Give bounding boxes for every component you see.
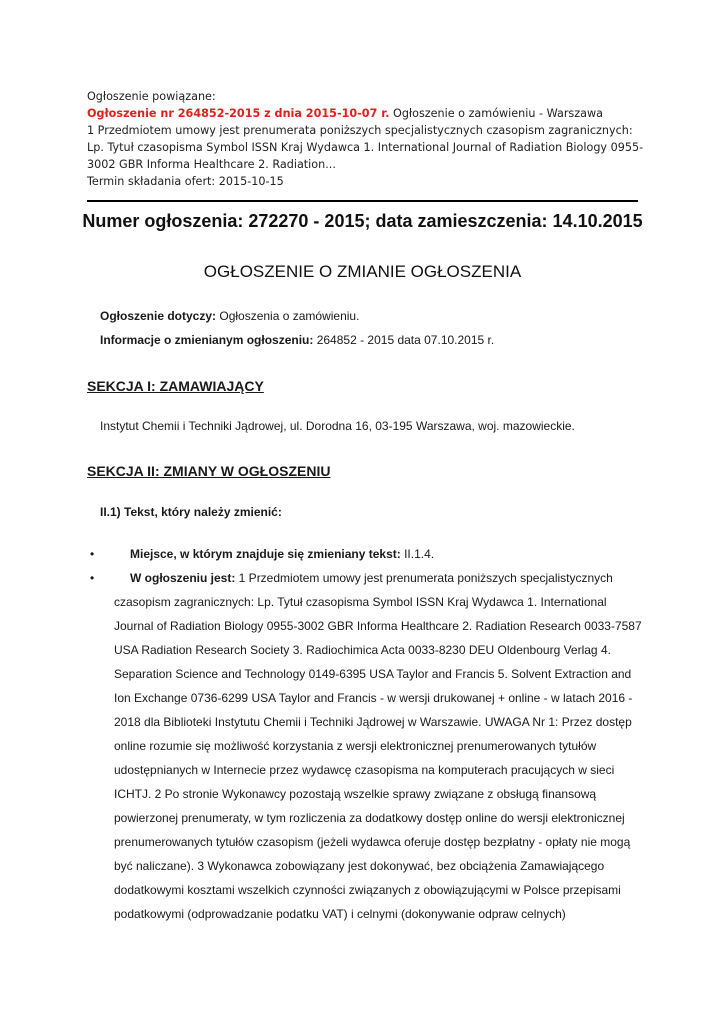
page-subtitle: OGŁOSZENIE O ZMIANIE OGŁOSZENIA [203, 262, 522, 281]
section-2-subheading: II.1) Tekst, który należy zmienić: [100, 505, 282, 519]
bullet-1-symbol: • [90, 547, 95, 561]
changed-notice-label: Informacje o zmienianym ogłoszeniu: [100, 333, 314, 347]
related-notice-line [87, 105, 647, 122]
bullet-1-value: II.1.4. [400, 547, 435, 561]
bullet-1 [114, 542, 644, 566]
changed-notice-value: 264852 - 2015 data 07.10.2015 r. [313, 333, 495, 347]
related-label: Ogłoszenie powiązane: [87, 90, 216, 103]
related-notice-tail: Ogłoszenie o zamówieniu - Warszawa [389, 107, 603, 120]
bullet-2-value: 1 Przedmiotem umowy jest prenumerata poniższych specjalistycznych czasopism zagranicznych: Lp. Tytuł czasopisma Symbol ISSN Kraj Wydawca 1. International Journal of Radiation Biology 0955-3002 GBR Informa Healthcare 2. Radiation Research 0033-7587 USA Radiation Research Society 3. Radiochimica Acta 0033-8230 DEU Oldenbourg Verlag 4. Separation Science and Technology 0149-6395 USA Taylor and Francis 5. Solvent Extraction and Ion Exchange 0736-6299 USA Taylor and Francis - w wersji drukowanej + online - w latach 2016 - 2018 dla Biblioteki Instytutu Chemii i Techniki Jądrowej w Warszawie. UWAGA Nr 1: Przez dostęp online rozumie się możliwość korzystania z wersji elektronicznej prenumerowanych tytułów udostępnianych w Internecie przez wydawcę czasopisma na komputerach pracujących w sieci ICHTJ. 2 Po stronie Wykonawcy pozostają wszelkie sprawy związane z obsługą finansową powierzonej prenumeraty, w tym rozliczenia za dodatkowy dostęp online do wersji elektronicznej prenumerowanych tytułów czasopism (jeżeli wydawca oferuje dostęp bezpłatny - opłaty nie mogą być naliczane). 3 Wykonawca zobowiązany jest dokonywać, bez obciążenia Zamawiającego dodatkowymi kosztami wszelkich czynności związanych z obowiązującymi w Polsce przepisami podatkowymi (odprowadzanie podatku VAT) i celnymi (dokonywanie odpraw celnych) [114, 571, 642, 921]
page-title: Numer ogłoszenia: 272270 - 2015; data zamieszczenia: 14.10.2015 [82, 211, 643, 231]
section-1-text: Instytut Chemii i Techniki Jądrowej, ul. Dorodna 16, 03-195 Warszawa, woj. mazowieckie. [100, 419, 575, 433]
bullet-1-label: Miejsce, w którym znajduje się zmieniany tekst: [130, 547, 401, 561]
changed-notice-info [100, 332, 494, 348]
notice-concerns-value: Ogłoszenia o zamówieniu. [216, 309, 360, 323]
bullet-2 [114, 566, 644, 926]
notice-concerns [100, 308, 359, 324]
notice-concerns-label: Ogłoszenie dotyczy: [100, 309, 217, 323]
section-2-heading: SEKCJA II: ZMIANY W OGŁOSZENIU [87, 463, 331, 479]
bullet-2-label: W ogłoszeniu jest: [130, 571, 236, 585]
bullet-2-symbol: • [90, 571, 95, 585]
related-notice-link[interactable]: Ogłoszenie nr 264852-2015 z dnia 2015-10-07 r. [87, 107, 390, 120]
related-notice [87, 88, 647, 190]
related-summary: 1 Przedmiotem umowy jest prenumerata poniższych specjalistycznych czasopism zagranicznych: Lp. Tytuł czasopisma Symbol ISSN Kraj Wydawca 1. International Journal of Radiation Biology 0955-3002 GBR Informa Healthcare 2. Radiation... [87, 124, 644, 171]
related-deadline: Termin składania ofert: 2015-10-15 [87, 175, 284, 188]
divider [87, 200, 638, 202]
section-1-heading: SEKCJA I: ZAMAWIAJĄCY [87, 378, 264, 394]
